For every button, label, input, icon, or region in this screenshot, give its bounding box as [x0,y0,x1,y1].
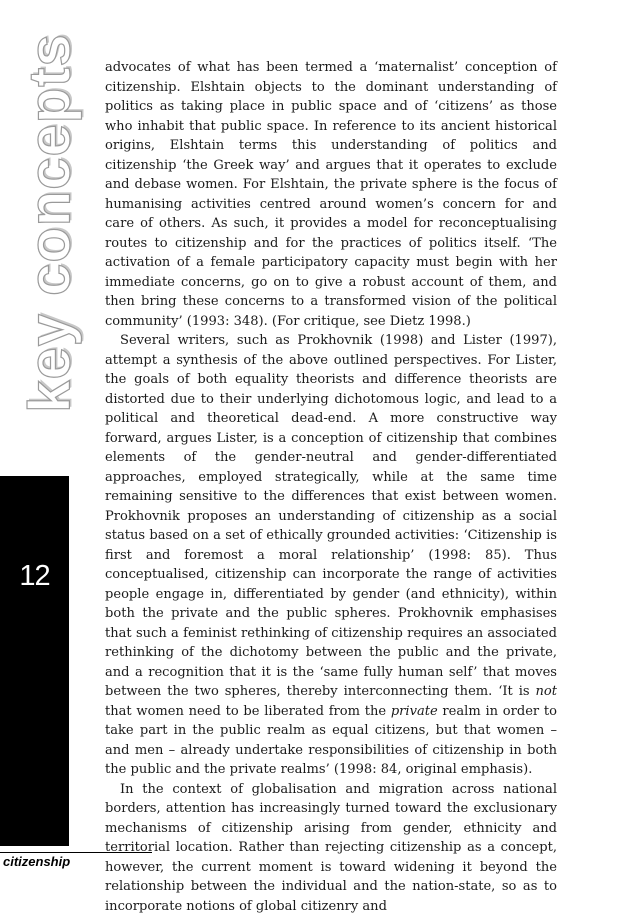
series-title-vertical [22,58,78,388]
paragraph-2-part-c: realm in order to take part in the public realm as equal citizens, but that women – and men – already undertake responsibilities of citizenship in both the public and the private realms’ (1998: 84, original emphasis). [105,704,557,778]
chapter-tab [0,476,69,846]
paragraph-1: advocates of what has been termed a ‘maternalist’ conception of citizenship. Elshtain objects to the dominant understanding of politics as taking place in public space and of ‘citizens’ as those who inhabit that public space. In reference to its ancient historical origins, Elshtain terms this understanding of politics and citizenship ‘the Greek way’ and argues that it operates to exclude and debase women. For Elshtain, the private sphere is the focus of humanising activities centred around women’s concern for and care of others. As such, it provides a model for reconceptualising routes to citizenship and for the practices of politics itself. ‘The activation of a female participatory capacity must begin with her immediate concerns, go on to give a robust account of them, and then bring these concerns to a transformed vision of the political community’ (1993: 348). (For critique, see Dietz 1998.) [105,58,557,331]
paragraph-2-part-b: that women need to be liberated from the [105,704,391,719]
paragraph-3: In the context of globalisation and migration across national borders, attention has increasingly turned toward the exclusionary mechanisms of citizenship arising from gender, ethnicity and territorial location. Rather than rejecting citizenship as a concept, however, the current moment is toward widening it beyond the relationship between the individual and the nation-state, so as to incorporate notions of global citizenry and [105,780,557,916]
body-text [105,58,557,916]
running-footer: citizenship [3,854,70,869]
footer-rule [0,852,152,853]
paragraph-2 [105,331,557,780]
paragraph-2-part-a: Several writers, such as Prokhovnik (1998) and Lister (1997), attempt a synthesis of the above outlined perspectives. For Lister, the goals of both equality theorists and difference theorists are distorted due to their underlying dichotomous logic, and lead to a political and theoretical dead-end. A more constructive way forward, argues Lister, is a conception of citizenship that combines elements of the gender-neutral and gender-differentiated approaches, employed strategically, while at the same time remaining sensitive to the differences that exist between women. Prokhovnik proposes an understanding of citizenship as a social status based on a set of ethically grounded activities: ‘Citizenship is first and foremost a moral relationship’ (1998: 85). Thus conceptualised, citizenship can incorporate the range of activities people engage in, differentiated by gender (and ethnicity), within both the private and the public spheres. Prokhovnik emphasises that such a feminist rethinking of citizenship requires an associated rethinking of the dichotomy between the public and the private, and a recognition that it is the ‘same fully human self’ that moves between the two spheres, thereby interconnecting them. ‘It is [105,333,557,699]
series-title-text: key concepts [17,33,84,413]
emphasis-private: private [391,704,438,719]
chapter-number: 12 [0,560,69,593]
emphasis-not: not [535,684,557,699]
